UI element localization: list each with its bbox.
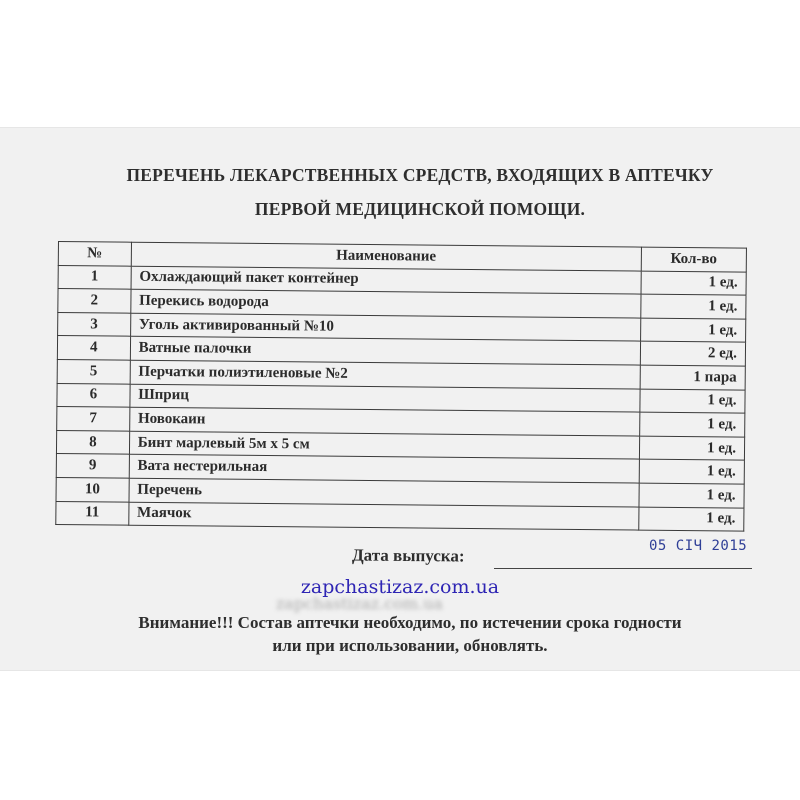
row-number: 1 [58, 265, 131, 289]
row-quantity: 1 ед. [640, 318, 745, 343]
issue-date-stamp: 05 СІЧ 2015 [649, 538, 748, 554]
document-title-line1: ПЕРЕЧЕНЬ ЛЕКАРСТВЕННЫХ СРЕДСТВ, ВХОДЯЩИХ В АПТЕЧКУ [126, 165, 714, 185]
column-header-quantity: Кол-во [641, 247, 746, 272]
row-quantity: 1 ед. [639, 507, 744, 532]
row-quantity: 2 ед. [640, 341, 745, 366]
row-quantity: 1 ед. [639, 459, 744, 484]
row-quantity: 1 ед. [639, 412, 744, 437]
row-name: Шприц [130, 384, 640, 412]
row-name: Перчатки полиэтиленовые №2 [130, 360, 640, 388]
row-name: Охлаждающий пакет контейнер [131, 266, 641, 294]
row-quantity: 1 пара [640, 365, 745, 390]
row-number: 5 [57, 359, 130, 383]
row-number: 8 [56, 430, 129, 454]
row-number: 10 [56, 477, 129, 501]
row-name: Бинт марлевый 5м х 5 см [129, 431, 639, 459]
row-name: Вата нестерильная [129, 455, 639, 483]
row-number: 2 [58, 289, 131, 313]
column-header-name: Наименование [131, 242, 641, 270]
row-name: Перечень [129, 478, 639, 506]
row-name: Маячок [128, 502, 638, 530]
document-title-line2: ПЕРВОЙ МЕДИЦИНСКОЙ ПОМОЩИ. [254, 199, 586, 219]
row-number: 3 [58, 312, 131, 336]
row-name: Новокаин [129, 407, 639, 435]
row-number: 6 [57, 383, 130, 407]
row-number: 4 [57, 336, 130, 360]
row-name: Перекись водорода [131, 289, 641, 317]
watermark: zapchastizaz.com.ua [300, 576, 500, 598]
row-quantity: 1 ед. [640, 389, 745, 414]
notice-line1: Внимание!!! Состав аптечки необходимо, по истечении срока годности [138, 613, 682, 632]
row-number: 9 [56, 454, 129, 478]
issue-date-label: Дата выпуска: [351, 545, 465, 566]
row-quantity: 1 ед. [639, 436, 744, 461]
row-name: Ватные палочки [130, 337, 640, 365]
notice-line2: или при использовании, обновлять. [272, 636, 548, 655]
row-name: Уголь активированный №10 [130, 313, 640, 341]
column-header-number: № [58, 242, 131, 266]
row-quantity: 1 ед. [641, 294, 746, 319]
medicine-table [55, 241, 747, 532]
row-number: 7 [57, 407, 130, 431]
watermark-ghost: zapchastizaz.com.ua [276, 594, 443, 613]
row-quantity: 1 ед. [639, 483, 744, 508]
issue-date-line [494, 568, 752, 569]
row-number: 11 [56, 501, 129, 525]
row-quantity: 1 ед. [641, 271, 746, 296]
